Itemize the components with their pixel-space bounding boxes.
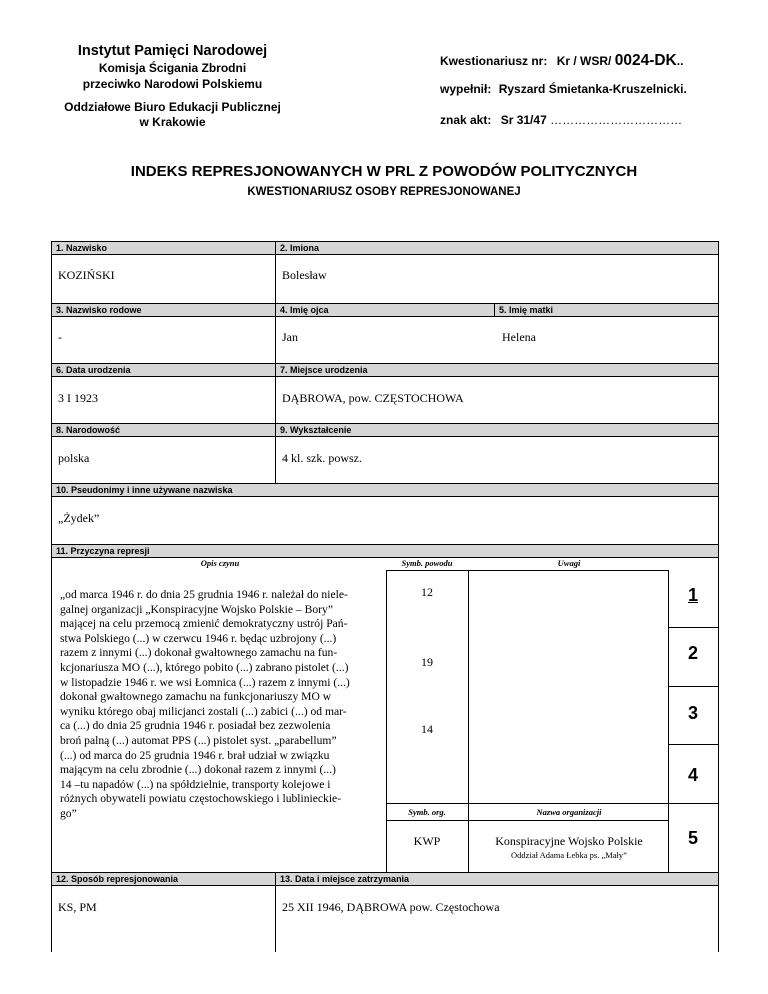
description-line: 14 –tu napadów (...) na spółdzielnie, transporty kolejowe i [60, 777, 331, 791]
grid-line [51, 872, 52, 952]
grid-line [386, 570, 387, 872]
label-father: 4. Imię ojca [275, 303, 495, 317]
value-family-name: - [58, 330, 62, 344]
description-line: mającej na celu przemocą zmienić demokratyczny ustrój Pań- [60, 617, 348, 631]
value-repression-method: KS, PM [58, 900, 97, 914]
label-arrest: 13. Data i miejsce zatrzymania [275, 872, 719, 886]
reason-symbol-3: 14 [421, 722, 433, 736]
label-birth-place: 7. Miejsce urodzenia [275, 363, 719, 377]
file-label: znak akt: [440, 113, 492, 127]
org-symbol: KWP [413, 834, 441, 848]
label-first-names: 2. Imiona [275, 241, 719, 255]
grid-line [718, 872, 719, 952]
questionnaire-dots: .. [676, 54, 684, 68]
org-unit: Oddział Adama Łebka ps. „Mały” [511, 850, 627, 860]
questionnaire-label: Kwestionariusz nr: [440, 54, 548, 68]
filled-by-line [440, 82, 687, 96]
col-head-org-symbol: Symb. org. [408, 807, 446, 817]
issuer-block [40, 42, 305, 130]
value-birth-place: DĄBROWA, pow. CZĘSTOCHOWA [282, 391, 464, 405]
label-nationality: 8. Narodowość [51, 423, 276, 437]
filled-value: Ryszard Śmietanka-Kruszelnicki [498, 82, 684, 96]
grid-line [718, 556, 719, 872]
act-description [60, 588, 380, 822]
description-line: „od marca 1946 r. do dnia 25 grudnia 1946 r. należał do niele- [60, 588, 348, 601]
description-line: kcjonariusza MO (...), którego pobito (...) zabrano pistolet (...) [60, 660, 349, 674]
description-line: mającym na celu zbrodnie (...) dokonał razem z innymi (...) [60, 763, 336, 777]
description-line: galnej organizacji „Konspiracyjne Wojsko Polskie – Bory” [60, 602, 333, 616]
page-title: INDEKS REPRESJONOWANYCH W PRL Z POWODÓW POLITYCZNYCH [130, 163, 638, 180]
value-surname: KOZIŃSKI [58, 268, 115, 282]
description-line: broń palną (...) automat PPS (...) pistolet syst. „parabellum” [60, 733, 337, 747]
value-birth-date: 3 I 1923 [58, 391, 98, 405]
org-name: Konspiracyjne Wojsko Polskie [495, 834, 643, 848]
label-surname: 1. Nazwisko [51, 241, 276, 255]
row-number-4: 4 [687, 765, 698, 785]
grid-line [668, 686, 718, 687]
value-nationality: polska [58, 451, 90, 465]
label-repression-method: 12. Sposób represjonowania [51, 872, 276, 886]
filled-label: wypełnił: [440, 82, 492, 96]
commission-line-1: Komisja Ścigania Zbrodni [98, 61, 247, 75]
label-mother: 5. Imię matki [494, 303, 719, 317]
questionnaire-prefix: Kr / WSR/ [556, 54, 612, 68]
grid-line [386, 820, 668, 821]
reason-symbol-1: 12 [421, 585, 433, 599]
row-number-5: 5 [687, 828, 698, 848]
value-mother: Helena [502, 330, 536, 344]
label-family-name: 3. Nazwisko rodowe [51, 303, 276, 317]
grid-line [51, 556, 52, 872]
grid-line [668, 627, 718, 628]
value-arrest: 25 XII 1946, DĄBROWA pow. Częstochowa [282, 900, 500, 914]
reason-symbol-2: 19 [421, 655, 433, 669]
grid-line [468, 570, 469, 872]
description-line: w listopadzie 1946 r. we wsi Łomnica (...) razem z innymi (...) [60, 675, 350, 689]
questionnaire-number: 0024-DK [614, 52, 677, 69]
value-first-names: Bolesław [282, 268, 327, 282]
description-line: stwa Polskiego (...) w czerwcu 1946 r. będąc uzbrojony (...) [60, 631, 337, 645]
description-line: go” [60, 806, 77, 820]
grid-line [386, 803, 718, 804]
grid-line [275, 241, 276, 483]
value-pseudonyms: „Żydek” [58, 511, 100, 525]
filled-dot: . [683, 82, 687, 96]
value-education: 4 kl. szk. powsz. [282, 451, 362, 465]
description-line: dokonał gwałtownego zamachu na funkcjonariuszy MO w [60, 690, 332, 704]
label-education: 9. Wykształcenie [275, 423, 719, 437]
file-dots: …………………………… [550, 113, 683, 127]
col-head-org-name: Nazwa organizacji [536, 807, 602, 817]
label-birth-date: 6. Data urodzenia [51, 363, 276, 377]
office-line-1: Oddziałowe Biuro Edukacji Publicznej [64, 100, 281, 114]
row-number-2: 2 [687, 643, 698, 663]
grid-line [718, 241, 719, 544]
col-head-description: Opis czynu [200, 558, 240, 568]
row-number-3: 3 [687, 703, 698, 723]
grid-line [668, 744, 718, 745]
label-pseudonyms: 10. Pseudonimy i inne używane nazwiska [51, 483, 719, 497]
description-line: razem z innymi (...) dokonał gwałtownego zamachu na fun- [60, 646, 338, 660]
col-head-symbol: Symb. powodu [401, 558, 453, 568]
file-sign-line [440, 113, 682, 127]
questionnaire-number-line [440, 52, 683, 70]
row-number-1: 1 [687, 585, 698, 605]
commission-line-2: przeciwko Narodowi Polskiemu [82, 77, 263, 91]
value-father: Jan [282, 330, 298, 344]
description-line: ca (...) do dnia 25 grudnia 1946 r. posiadał bez zezwolenia [60, 719, 331, 733]
file-value: Sr 31/47 [500, 113, 547, 127]
grid-line [51, 241, 52, 544]
description-line: różnych obywateli powiatu częstochowskiego i lublinieckie- [60, 792, 342, 806]
col-head-notes: Uwagi [557, 558, 581, 568]
grid-line [386, 570, 668, 571]
description-line: wyniku którego obaj milicjanci zostali (...) zabici (...) od mar- [60, 704, 347, 718]
office-line-2: w Krakowie [139, 115, 206, 129]
description-line: (...) od marca do 25 grudnia 1946 r. brał udział w związku [60, 748, 330, 762]
grid-line [275, 872, 276, 952]
label-repression-reason: 11. Przyczyna represji [51, 544, 719, 558]
institute-name: Instytut Pamięci Narodowej [77, 43, 268, 59]
page-subtitle: KWESTIONARIUSZ OSOBY REPRESJONOWANEJ [247, 186, 521, 198]
